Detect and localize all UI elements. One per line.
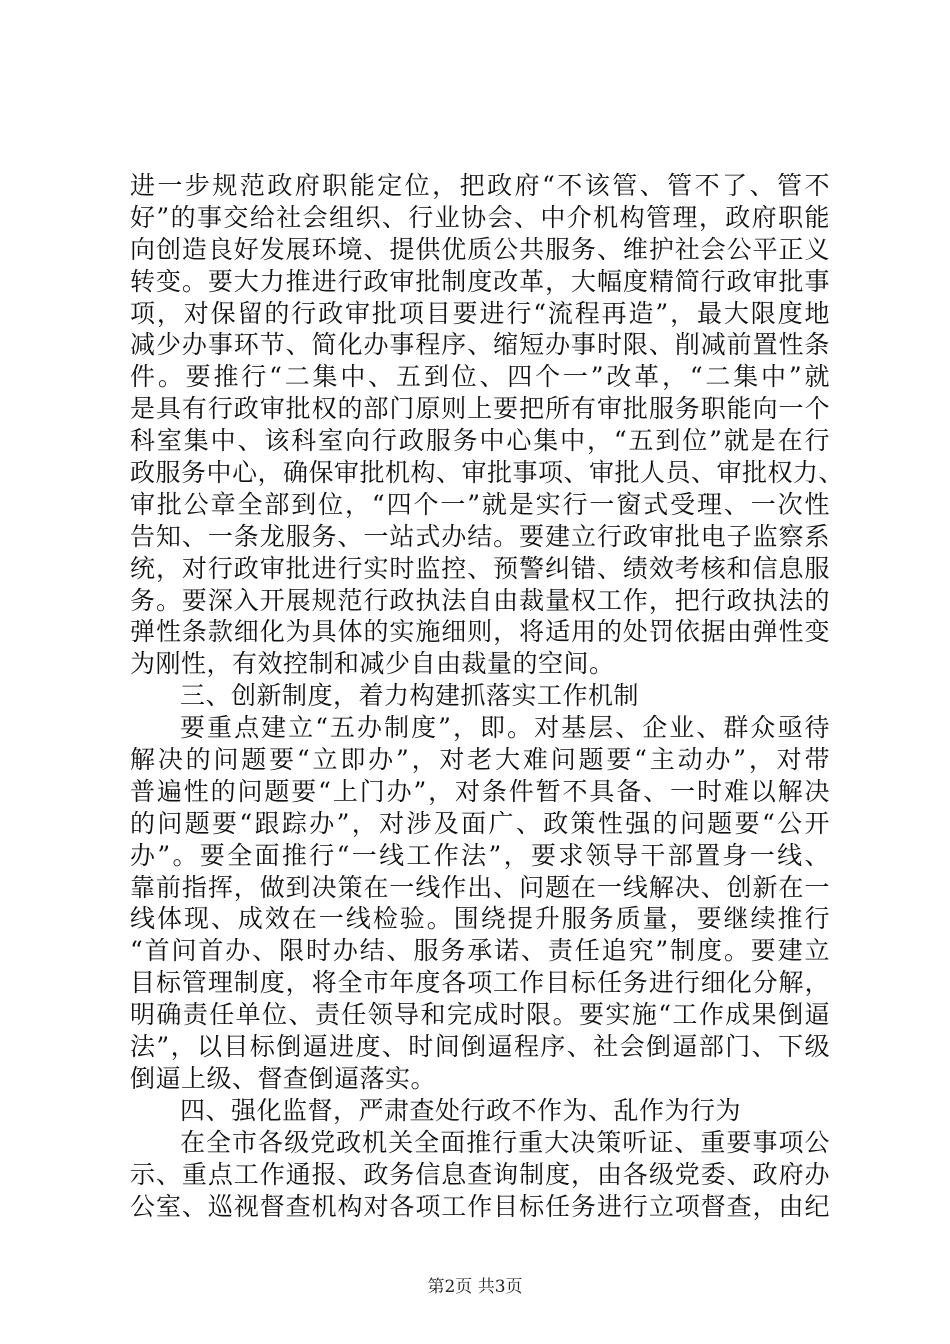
text-line: 统，对行政审批进行实时监控、预警纠错、绩效考核和信息服 xyxy=(130,553,830,583)
text-line: 倒逼上级、督查倒逼落实。 xyxy=(130,1063,437,1093)
text-line: 审批公章全部到位，“四个一”就是实行一窗式受理、一次性 xyxy=(130,489,830,519)
text-line: 件。要推行“二集中、五到位、四个一”改革，“二集中”就 xyxy=(130,362,830,392)
text-line: 三、创新制度，着力构建抓落实工作机制 xyxy=(180,681,640,711)
text-line: 政服务中心，确保审批机构、审批事项、审批人员、审批权力、 xyxy=(130,458,845,488)
text-line: 目标管理制度，将全市年度各项工作目标任务进行细化分解， xyxy=(130,968,830,998)
text-line: “首问首办、限时办结、服务承诺、责任追究”制度。要建立 xyxy=(130,936,830,966)
text-line: 向创造良好发展环境、提供优质公共服务、维护社会公平正义 xyxy=(130,234,830,264)
text-line: 明确责任单位、责任领导和完成时限。要实施“工作成果倒逼 xyxy=(130,1000,830,1030)
text-line: 办”。要全面推行“一线工作法”，要求领导干部置身一线、 xyxy=(130,840,830,870)
text-line: 法”，以目标倒逼进度、时间倒逼程序、社会倒逼部门、下级 xyxy=(130,1032,830,1062)
text-line: 要重点建立“五办制度”，即。对基层、企业、群众亟待 xyxy=(180,713,830,743)
text-line: 的问题要“跟踪办”，对涉及面广、政策性强的问题要“公开 xyxy=(130,808,830,838)
text-line: 项，对保留的行政审批项目要进行“流程再造”，最大限度地 xyxy=(130,298,830,328)
text-line: 示、重点工作通报、政务信息查询制度，由各级党委、政府办 xyxy=(130,1159,830,1189)
text-line: 减少办事环节、简化办事程序、缩短办事时限、削减前置性条 xyxy=(130,330,830,360)
page-footer: 第2页 共3页 xyxy=(427,1277,523,1297)
text-line: 好”的事交给社会组织、行业协会、中介机构管理，政府职能 xyxy=(130,202,830,232)
body-text xyxy=(130,170,845,1222)
text-line: 靠前指挥，做到决策在一线作出、问题在一线解决、创新在一 xyxy=(130,872,830,902)
text-line: 线体现、成效在一线检验。围绕提升服务质量，要继续推行 xyxy=(130,904,830,934)
text-line: 弹性条款细化为具体的实施细则，将适用的处罚依据由弹性变 xyxy=(130,617,830,647)
text-line: 告知、一条龙服务、一站式办结。要建立行政审批电子监察系 xyxy=(130,521,830,551)
text-line: 解决的问题要“立即办”，对老大难问题要“主动办”，对带 xyxy=(130,745,830,775)
text-line: 公室、巡视督查机构对各项工作目标任务进行立项督查，由纪 xyxy=(130,1191,830,1221)
text-line: 务。要深入开展规范行政执法自由裁量权工作，把行政执法的 xyxy=(130,585,830,615)
text-line: 四、强化监督，严肃查处行政不作为、乱作为行为 xyxy=(180,1095,742,1125)
text-line: 为刚性，有效控制和减少自由裁量的空间。 xyxy=(130,649,615,679)
text-line: 转变。要大力推进行政审批制度改革，大幅度精简行政审批事 xyxy=(130,266,830,296)
text-line: 是具有行政审批权的部门原则上要把所有审批服务职能向一个 xyxy=(130,394,830,424)
text-line: 科室集中、该科室向行政服务中心集中，“五到位”就是在行 xyxy=(130,426,830,456)
text-line: 普遍性的问题要“上门办”，对条件暂不具备、一时难以解决 xyxy=(130,776,830,806)
text-line: 在全市各级党政机关全面推行重大决策听证、重要事项公 xyxy=(180,1127,830,1157)
text-line: 进一步规范政府职能定位，把政府“不该管、管不了、管不 xyxy=(130,171,830,200)
